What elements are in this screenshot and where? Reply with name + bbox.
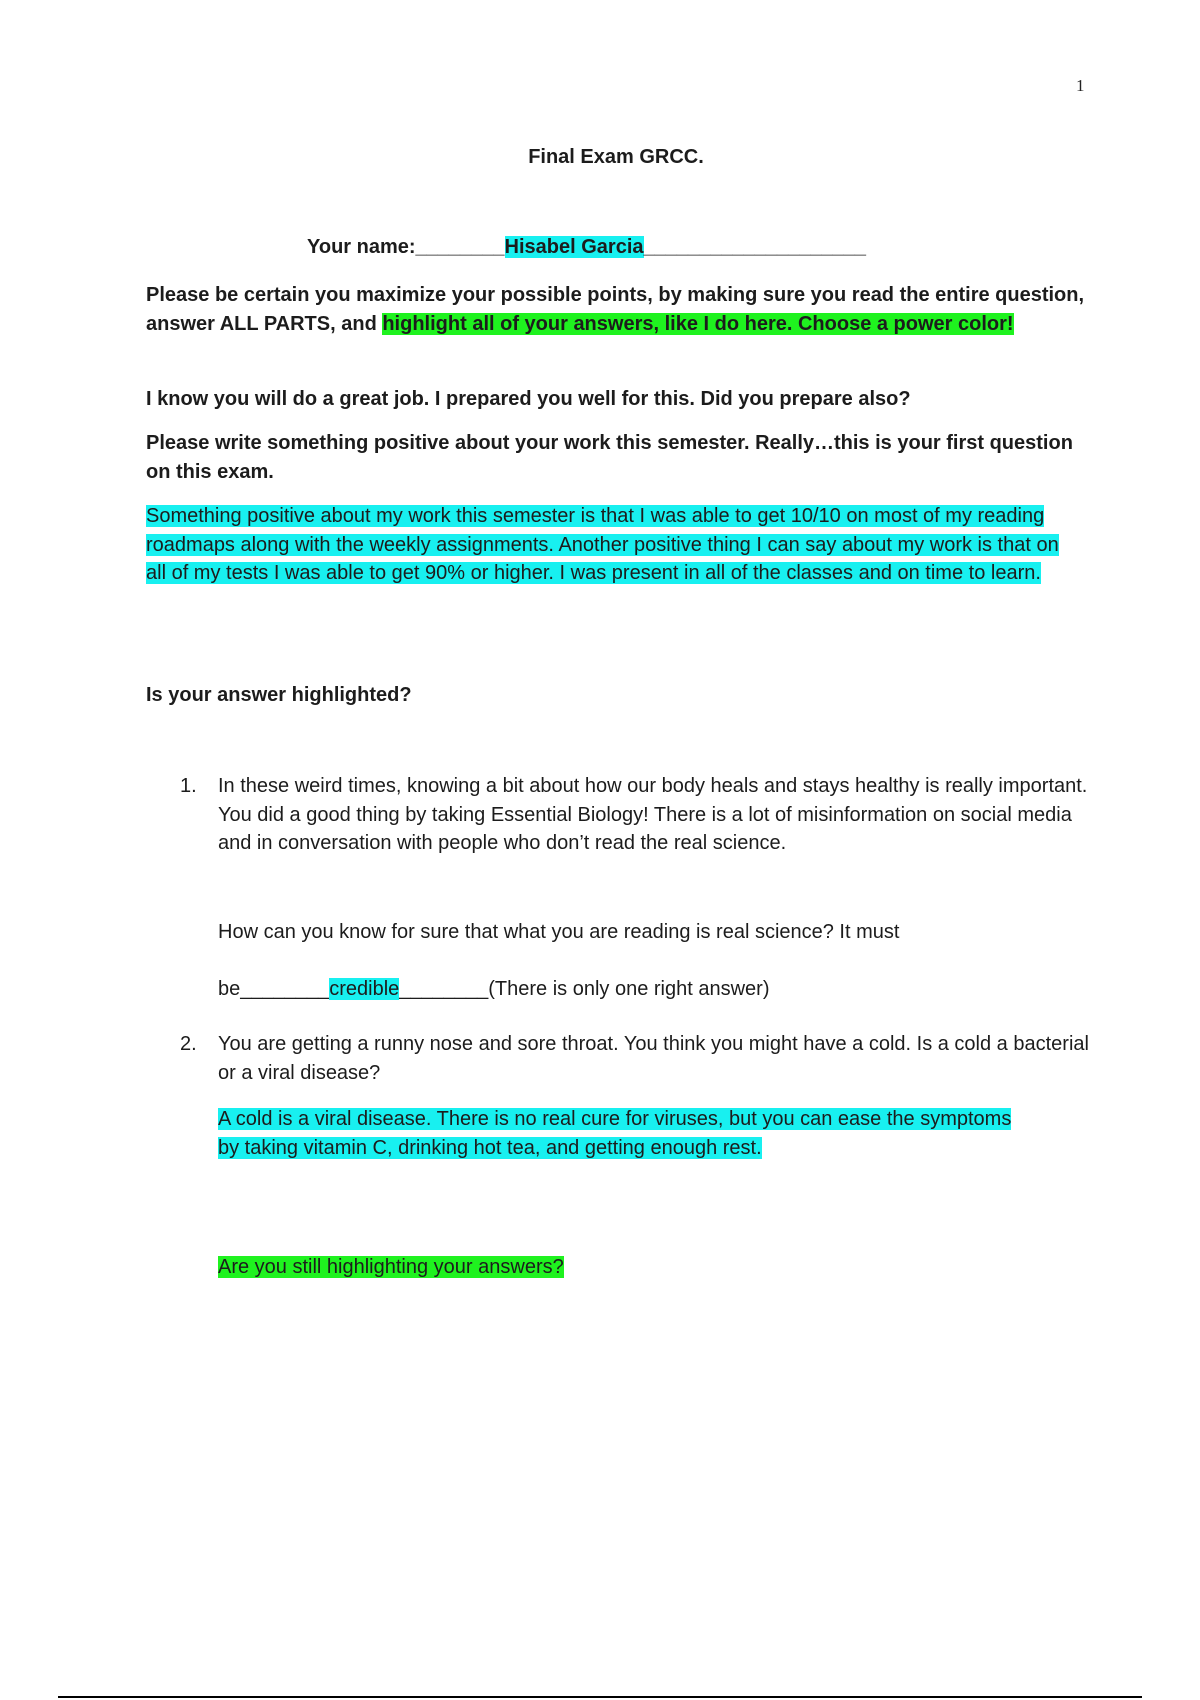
- name-line: [307, 236, 866, 259]
- instructions-paragraph: [146, 281, 1091, 338]
- positive-answer-text: Something positive about my work this semester is that I was able to get 10/10 on most of my reading roadmaps along with the weekly assignments. Another positive thing I can say about my work is that on all of my tests I was able to get 90% or higher. I was present in all of the classes and on time to learn.: [146, 505, 1059, 584]
- question-2-answer: [218, 1105, 1018, 1162]
- page-title: Final Exam GRCC.: [528, 146, 704, 168]
- answer-prefix: be________: [218, 978, 330, 1000]
- positive-answer: [146, 502, 1076, 588]
- page-number: 1: [1076, 76, 1085, 95]
- question-number: 2.: [180, 1033, 197, 1055]
- question-1-answer-line: [218, 975, 770, 1004]
- positive-question: Please write something positive about your work this semester. Really…this is your first question on this exam.: [146, 432, 1073, 483]
- question-2-answer-text: A cold is a viral disease. There is no real cure for viruses, but you can ease the symptoms by taking vitamin C, drinking hot tea, and getting enough rest.: [218, 1108, 1012, 1159]
- highlight-check: Is your answer highlighted?: [146, 684, 412, 706]
- instructions-highlighted-text: highlight all of your answers, like I do here. Choose a power color!: [382, 312, 1014, 335]
- question-text: In these weird times, knowing a bit about how our body heals and stays healthy is really important. You did a good thing by taking Essential Biology! There is a lot of misinformation on social media and in conversation with people who don’t read the real science.: [218, 775, 1088, 854]
- question-number: 1.: [180, 775, 197, 797]
- footer-divider: [58, 1696, 1142, 1698]
- question-1: [146, 772, 1091, 858]
- name-trailing-underline: ____________________: [643, 236, 866, 258]
- question-1-prompt: How can you know for sure that what you are reading is real science? It must: [218, 921, 900, 943]
- question-text: You are getting a runny nose and sore throat. You think you might have a cold. Is a cold a bacterial or a viral disease?: [218, 1033, 1089, 1084]
- reminder-text: Are you still highlighting your answers?: [218, 1256, 564, 1278]
- question-2: [146, 1030, 1091, 1087]
- reminder: [218, 1253, 564, 1282]
- question-1-answer: credible: [329, 978, 400, 1000]
- answer-suffix: ________(There is only one right answer): [399, 978, 770, 1000]
- student-name: Hisabel Garcia: [504, 236, 644, 258]
- encouragement-text: I know you will do a great job. I prepared you well for this. Did you prepare also?: [146, 388, 911, 410]
- name-label: Your name:________: [307, 236, 505, 258]
- instructions-text: Please be certain you maximize your possible points, by making sure you read the entire question, answer ALL PARTS, and: [146, 284, 1085, 335]
